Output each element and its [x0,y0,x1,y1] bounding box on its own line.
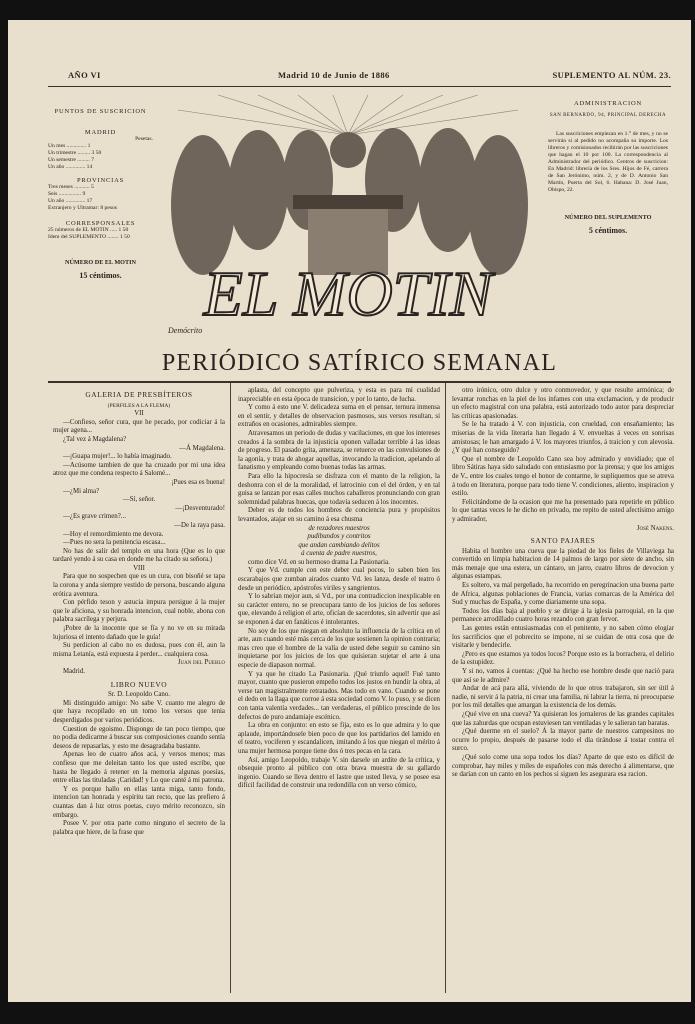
paragraph: Para ello la hipocresía se disfraza con el manto de la religion, la deshonra con el de la moralidad, el latrocinio con el del órden, y en tal guisa se lanzan por esas calles muchos caballeros pronunciando con gran solemnidad palabras huecas, que todavía seducen á los inocentes. [238,472,440,506]
numero-label: NÚMERO DE EL MOTIN [65,259,136,266]
administration-box [548,100,668,234]
engraving-title: EL MOTIN [203,258,493,329]
paragraph: Y si no, vamos á cuentas: ¿Qué ha hecho ese hombre desde que nació para que así se le admire? [452,668,674,684]
sonnet-stanza: Con pérfido teson y astucia impura persigue á la mujer que le aficiona, y su honrada intencion, cual noble, abona con palabra sacrílega y perjura. [53,599,225,624]
verse-line: —Hoy el remordimiento me devora. [63,530,164,538]
paragraph: Posee V. por otra parte como ninguno el secreto de la palabra que hiere, de la frase que [53,820,225,836]
sonnet-stanza: Su perdicion al cabo no es dudosa, pues con él, aun la misma Letanía, está expuesta á perder... cualquiera cosa. [53,642,225,658]
corr-row: 25 números de EL MOTIN ..... 1 50 [48,227,129,233]
galeria-subheading: (PERFILES A LA FLEMA) [107,402,171,409]
paragraph: Se le ha tratado á V. con injusticia, con crueldad, con ensañamiento; las miserias de la vida literaria han llegado á V. envueltas á veces en sonrisas amistosas; le han amargado á V. los mayores triunfos, á traicion y con alevosía. ¿Y qué han conseguido? [452,421,674,455]
verse-line: —¿Es grave crimen?... [63,513,126,521]
supplement-numero-label: NÚMERO DEL SUPLEMENTO [564,214,652,221]
paragraph: otro irónico, otro dulce y otro conmovedor, y que resulte armónica; de levantar ronchas en la piel de los infames con una exclamacion, y de producir un efecto magistral con una palabra, está autorizado todo autor para despreciar las críticas apasionadas. [452,387,674,420]
title-rule [48,381,671,383]
verse-line: —¿Mi alma? [63,487,100,495]
libro-nuevo-heading: LIBRO NUEVO [110,679,168,689]
addressee: Sr. D. Leopoldo Cano. [107,691,170,699]
newspaper-subtitle: PERIÓDICO SATÍRICO SEMANAL [161,350,558,376]
scan-border [0,1002,695,1024]
column-3 [452,387,674,780]
prov-row: Extranjero y Ultramar: 8 pesos [48,205,117,211]
supplement-numero-price: 5 céntimos. [588,226,628,235]
paragraph: Y ya que he citado La Pasionaria. ¡Qué triunfo aquel! Fué tanto mayor, cuanto que pusieron empeño todos los justos en hundir la obra, al verse tan magistralmente retratados. Mas todo en vano. Cuando se pone el dedo en la llaga que corroe á esta sociedad como V. lo puso, y se dicen con tanta valentía verdades... tan verdaderas, el público prescinde de los defectos de puro andamiaje escénico. [238,670,440,721]
madrid-row: Un mes .............. 1 [48,143,91,149]
paragraph: Andar de acá para allá, viviendo de lo que otros trabajaron, sin ser útil á nadie, ni servir á la patria, ni crear una familia, ni labrar la tierra, ni preocuparse por los mil detalles que amargan la existencia de los demás. [452,685,674,710]
santo-pajares-heading: SANTO PAJARES [530,536,596,546]
paragraph: Es soltero, va mal pergeñado, ha recorrido en peregrinacion una buena parte de Africa, algunas poblaciones de Francia, varias comarcas de la América del Sud y muchas de España, y come diariamente una sopa. [452,582,674,607]
verse-line: —De la raya pasa. [174,521,225,529]
verse-line: —¡Guapa mujer!... lo había imaginado. [63,453,172,461]
paragraph: Todos los días baja al pueblo y se dirige á la iglesia parroquial, en la que permanece arrodillado cuatro horas rezando con gran fervor. [452,607,674,624]
paragraph: Así, amigo Leopoldo, trabaje V. sin darsele un ardite de la crítica, y obsequie pronto al público con otra brava muestra de su gallardo ingenio. Cuando se lleva dentro el lastre que usted lleva, y se posee esa difícil facilidad de construir una redondilla con un verso cómico, [238,756,440,790]
paragraph: La obra en conjunto: en esto se fija, esto es lo que admira y lo que aplaude, importándosele bien poco de que los partidarios del lamido en el teatro, vociferen y escandalicen, imitando á los que niegan el mérito á una mujer hermosa porque tiene dos ó tres pecas en la cara. [238,722,440,755]
madrid-row: Un año .............. 14 [48,164,93,170]
place: Madrid. [63,668,86,675]
madrid-row: Un trimestre ......... 3 50 [48,150,102,156]
column-2 [238,387,440,791]
paragraph: Deber es de todos los hombres de conciencia pura y propósitos levantados, atajar en su camino á esa chusma [238,507,440,523]
section-vii: VII [134,410,144,418]
paragraph: Felicitándome de la ocasion que me ha presentado para repetirle en público lo que tantas veces le he dicho en privado, me repito de usted afectísimo amigo y admirador, [452,498,674,523]
author-signature: Juan del Pueblo [177,659,225,667]
engraver-signature: Demócrito [168,326,203,335]
paragraph: Habita el hombre una cueva que la piedad de los fieles de Villaviega ha convertido en limpia habitacion de 14 palmos de largo por siete de ancho, sin más menaje que una estera, un cántaro, un jarro, cuatro libros de devocion y algunas estampas. [452,547,674,581]
sonnet-stanza: Para que no sospechen que es un cura, con bisoñé se tapa la corona y anda siempre vestido de persona, buscando alguna erótica aventura. [53,573,225,598]
paragraph: Que el nombre de Leopoldo Cano sea hoy admirado y envidiado; que el libro Sátiras haya sido saludado con entusiasmo por la prensa; y que los amigos de V., entre los cuales tengo el honor de contarme, le supliquemos que se atreva á todo en literatura, porque para todo tiene V. condiciones, aliento, inspiracion y estilo. [452,455,674,498]
paragraph: Y lo sabrían mejor aun, si Vd., por una contradiccion inexplicable en su carácter entero, no se preocupara tanto de los juicios de los señores que, elevando á religion el arte, oficían de sacerdotes, sin advertir que así se exponen á dar en fanáticos é intolerantes. [238,593,440,627]
paragraph: Apenas leo de cuatro años acá, y versos menos; mas confieso que me deleitan tanto los que usted escribe, que hasta he llegado á retener en la memoria algunas poesías, entre ellas las tituladas ¡Caridad! y Lo que canté á mi patrona. [53,751,225,785]
column-divider [230,383,231,993]
paragraph: ¿Qué vive en una cueva? Ya quisieran los jornaleros de las grandes capitales que las zahurdas que ocupan estuviesen tan ventiladas y le salieran tan baratas. [452,710,674,727]
subscription-title: PUNTOS DE SUSCRICION [54,108,147,115]
paragraph: Y es porque hallo en ellas tanta miga, tanto fondo, intencion tan honrada y espíritu tan recto, que las prefiero á cuantas dan á luz otros poetas, cuyo mérito reconozco, sin embargo. [53,785,225,819]
verse-line: —Acúsome tambien de que ha cruzado por mi una idea atroz que me condena respecto á Salomé... [53,461,225,478]
madrid-row: Un semestre ......... 7 [48,157,94,163]
verse-line: —Á Magdalena. [179,444,225,452]
corresponsales-label: CORRESPONSALES [65,220,136,227]
issue-date: Madrid 10 de Junio de 1886 [278,70,390,80]
supplement-number: SUPLEMENTO AL NÚM. 23. [552,70,671,80]
galeria-heading: GALERIA DE PRESBÍTEROS [85,390,193,399]
paragraph: ¿Pero es que estamos ya todos locos? Porque esto es la borrachera, el delirio de la estupidez. [452,650,674,667]
column-1 [53,387,225,837]
quoted-verse: que andan cambiando delitos [298,541,380,549]
masthead-rule [48,86,671,87]
verse-line: —¡Desventurado! [175,504,225,512]
paragraph: Cuestion de egoismo. Dispongo de tan poco tiempo, que no podia dedicarme á buscar sus composiciones cuando sentía deseos de repasarlas, y esto me desagradaba bastante. [53,725,225,750]
el-motin-engraving [158,95,538,340]
verse-line: —Pues no sera la penitencia escasa... [63,539,166,547]
verse-line: —Sí, señor. [122,496,156,504]
prov-row: Seis ................ 9 [48,191,86,197]
admin-address: SAN BERNARDO, 94, PRINCIPAL DERECHA [549,113,667,118]
paragraph: aplasta, del concepto que pulveriza, y esta es para mí cualidad inapreciable en esta época de transicion, y por lo tanto, de lucha. [238,387,440,403]
prov-row: Un año .............. 17 [48,198,93,204]
numero-price: 15 céntimos. [79,271,122,280]
paragraph: como dice Vd. en su hermoso drama La Pasionaria. [248,558,390,566]
paragraph: No soy de los que niegan en absoluto la influencia de la crítica en el arte, aun cuando esté más cerca de los que sostienen la opinion contraria; mas creo que el hombre de la valía de usted debe seguir su camino sin inquietarse por los juicios de los que quisieran sujetar el arte á una especie de diapason normal. [238,627,440,669]
paragraph: Y que Vd. cumple con este deber cual pocos, lo saben bien los escarabajos que zumban airados cuanto Vd. les lanza, desde el teatro ó desde un periódico, apóstrofes viriles y sangrientos. [238,567,440,592]
admin-title: ADMINISTRACION [574,100,642,107]
corr-row: Idem del SUPLEMENTO ........ 1 50 [48,234,130,240]
quoted-verse: de rezadores maestros [308,524,370,532]
paragraph: ¿Qué duerme en el suelo? Á la mayor parte de nuestros campesinos no ocurre lo propio, después de pasarse todo el día tirándose á tostar contra el surco. [452,728,674,753]
verse-line: ¿Tal vez á Magdalena? [63,435,127,443]
column-divider [445,383,446,993]
newspaper-page [8,20,691,1002]
quoted-verse: á cuenta de padre nuestros, [301,550,377,558]
subscription-box [48,108,153,279]
paragraph: Atravesamos un periodo de dudas y vacilaciones, en que los intereses creados á la sombra de la injusticia oponen valladar terrible á las ideas de progreso. El pasado grita, amenaza, se retuerce en las convulsiones de la agonía, y trata de ahogar aquellas, invocando la tradicion, apelando al fanatismo y empleando como buenas todas las armas. [238,429,440,472]
price-label: Pesetas. [135,136,153,142]
verse-line: No has de salir del templo en una hora (Que es lo que tardaré yendo á su casa en donde me ha citado su señora.) [53,547,225,564]
admin-text: Las suscriciones empiezan en 1.° de mes, y no se servirán si al pedido no acompaña su importe. Los libreros y comisionados recibirán por las suscriciones que hagan el 10 por 100. La correspondencia al Administrador del periódico. Centros de suscricion: En Madrid: librería de los Sres. Hijos de Fé, carrera de San Jerónimo, núm. 2, y de D. Antonio San Martín, Puerta del Sol, 6. Habana: D. José Juan, Obispo, 22. [548,131,668,193]
verse-line: —Confieso, señor cura, que he pecado, por codiciar á la mujer agena... [53,418,225,435]
paragraph: Y como á esto une V. delicadeza suma en el pensar, ternura inmensa en el sentir, y detalles de observacion pasmosos, sus versos resultan, si extraños en ocasiones, admirables siempre. [238,404,440,429]
madrid-label: MADRID [84,129,117,136]
prov-row: Tres meses ........... 5 [48,184,94,190]
author-signature: José Nakens. [636,524,674,532]
paragraph: ¿Qué solo come una sopa todos los días? Aparte de que esto es difícil de comprobar, hay miles y miles de españoles con más derecho á alimentarse, que se darían con un canto en los pechos si siguen les asegurara esa racion. [452,753,674,779]
year: AÑO VI [68,70,101,80]
verse-line: ¡Pues esa es buena! [171,478,225,486]
paragraph: Las gentes están entusiasmadas con el penitente, y no saben cómo elogiar los sacrificios que el pobrecito se impone, ni se cuidan de otra cosa que de visitarle y bendecirle. [452,625,674,650]
section-viii: VIII [133,564,145,572]
provincias-label: PROVINCIAS [76,177,124,184]
sonnet-stanza: ¡Pobre de la inocente que se fía y no ve en su mirada lujuriosa el intento dañado que le guía! [53,625,225,641]
paragraph: Mi distinguido amigo: No sabe V. cuanto me alegro de que haya recopilado en un tomo los versos que tenia desperdigados por varios periódicos. [53,699,225,724]
quoted-verse: pudibundos y contritos [307,533,371,541]
masthead [48,70,671,84]
